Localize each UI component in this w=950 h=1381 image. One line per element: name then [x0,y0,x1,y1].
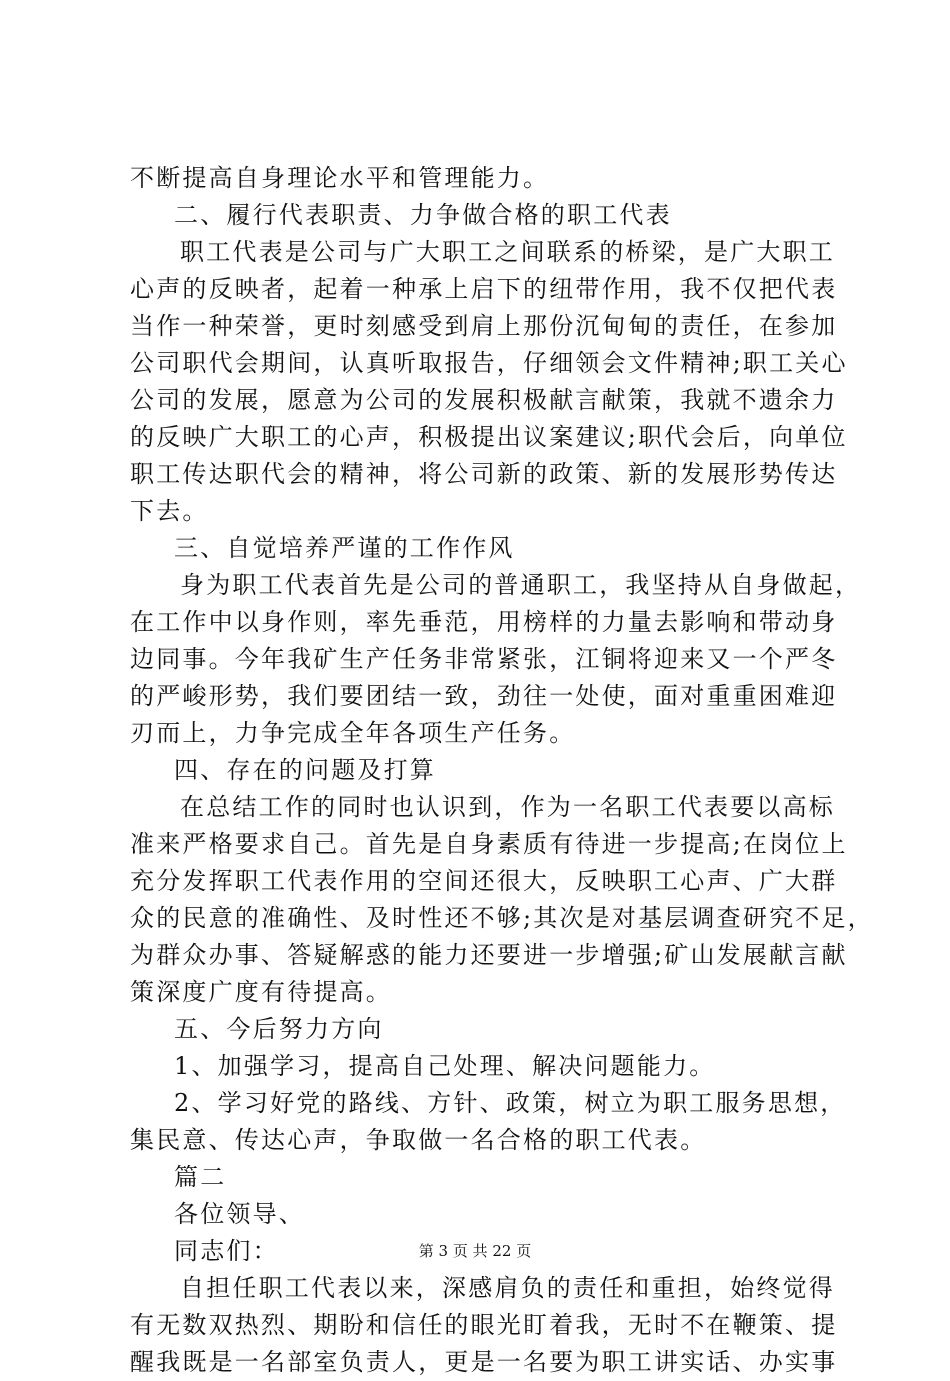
page-number-footer: 第 3 页 共 22 页 [418,1242,532,1260]
text-line: 策深度广度有待提高。 [130,978,392,1006]
section-heading: 三、自觉培养严谨的工作作风 [174,534,515,562]
section-heading: 篇二 [174,1163,227,1191]
text-line: 为群众办事、答疑解惑的能力还要进一步增强;矿山发展献言献 [130,941,848,969]
section-heading: 四、存在的问题及打算 [174,756,436,784]
text-line: 公司职代会期间，认真听取报告，仔细领会文件精神;职工关心 [130,349,848,377]
text-line: 刃而上，力争完成全年各项生产任务。 [130,719,576,747]
text-line: 的严峻形势，我们要团结一致，劲往一处使，面对重重困难迎 [130,682,838,710]
text-line: 在总结工作的同时也认识到，作为一名职工代表要以高标 [180,793,835,821]
text-line: 当作一种荣誉，更时刻感受到肩上那份沉甸甸的责任，在参加 [130,312,838,340]
text-line: 众的民意的准确性、及时性还不够;其次是对基层调查研究不足， [130,904,874,932]
text-line: 充分发挥职工代表作用的空间还很大，反映职工心声、广大群 [130,867,838,895]
section-heading: 五、今后努力方向 [174,1015,384,1043]
text-line: 在工作中以身作则，率先垂范，用榜样的力量去影响和带动身 [130,608,838,636]
salutation-line: 同志们： [174,1237,279,1265]
text-line: 身为职工代表首先是公司的普通职工，我坚持从自身做起， [180,571,862,599]
text-line: 职工代表是公司与广大职工之间联系的桥梁，是广大职工 [180,238,835,266]
text-line: 醒我既是一名部室负责人，更是一名要为职工讲实话、办实事 [130,1348,838,1376]
list-item: 1、加强学习，提高自己处理、解决问题能力。 [174,1052,716,1080]
text-line: 准来严格要求自己。首先是自身素质有待进一步提高;在岗位上 [130,830,848,858]
text-line: 职工传达职代会的精神，将公司新的政策、新的发展形势传达 [130,460,838,488]
text-line: 集民意、传达心声，争取做一名合格的职工代表。 [130,1126,707,1154]
text-line: 不断提高自身理论水平和管理能力。 [130,164,550,192]
text-line: 边同事。今年我矿生产任务非常紧张，江铜将迎来又一个严冬 [130,645,838,673]
salutation-line: 各位领导、 [174,1200,305,1228]
section-heading: 二、履行代表职责、力争做合格的职工代表 [174,201,672,229]
text-line: 有无数双热烈、期盼和信任的眼光盯着我，无时不在鞭策、提 [130,1311,838,1339]
document-body [130,160,874,1381]
text-line: 自担任职工代表以来，深感肩负的责任和重担，始终觉得 [180,1274,835,1302]
text-line: 下去。 [130,497,209,525]
text-line: 的反映广大职工的心声，积极提出议案建议;职代会后，向单位 [130,423,848,451]
text-line: 心声的反映者，起着一种承上启下的纽带作用，我不仅把代表 [130,275,838,303]
list-item: 2、学习好党的路线、方针、政策，树立为职工服务思想， [174,1089,847,1117]
text-line: 公司的发展，愿意为公司的发展积极献言献策，我就不遗余力 [130,386,838,414]
